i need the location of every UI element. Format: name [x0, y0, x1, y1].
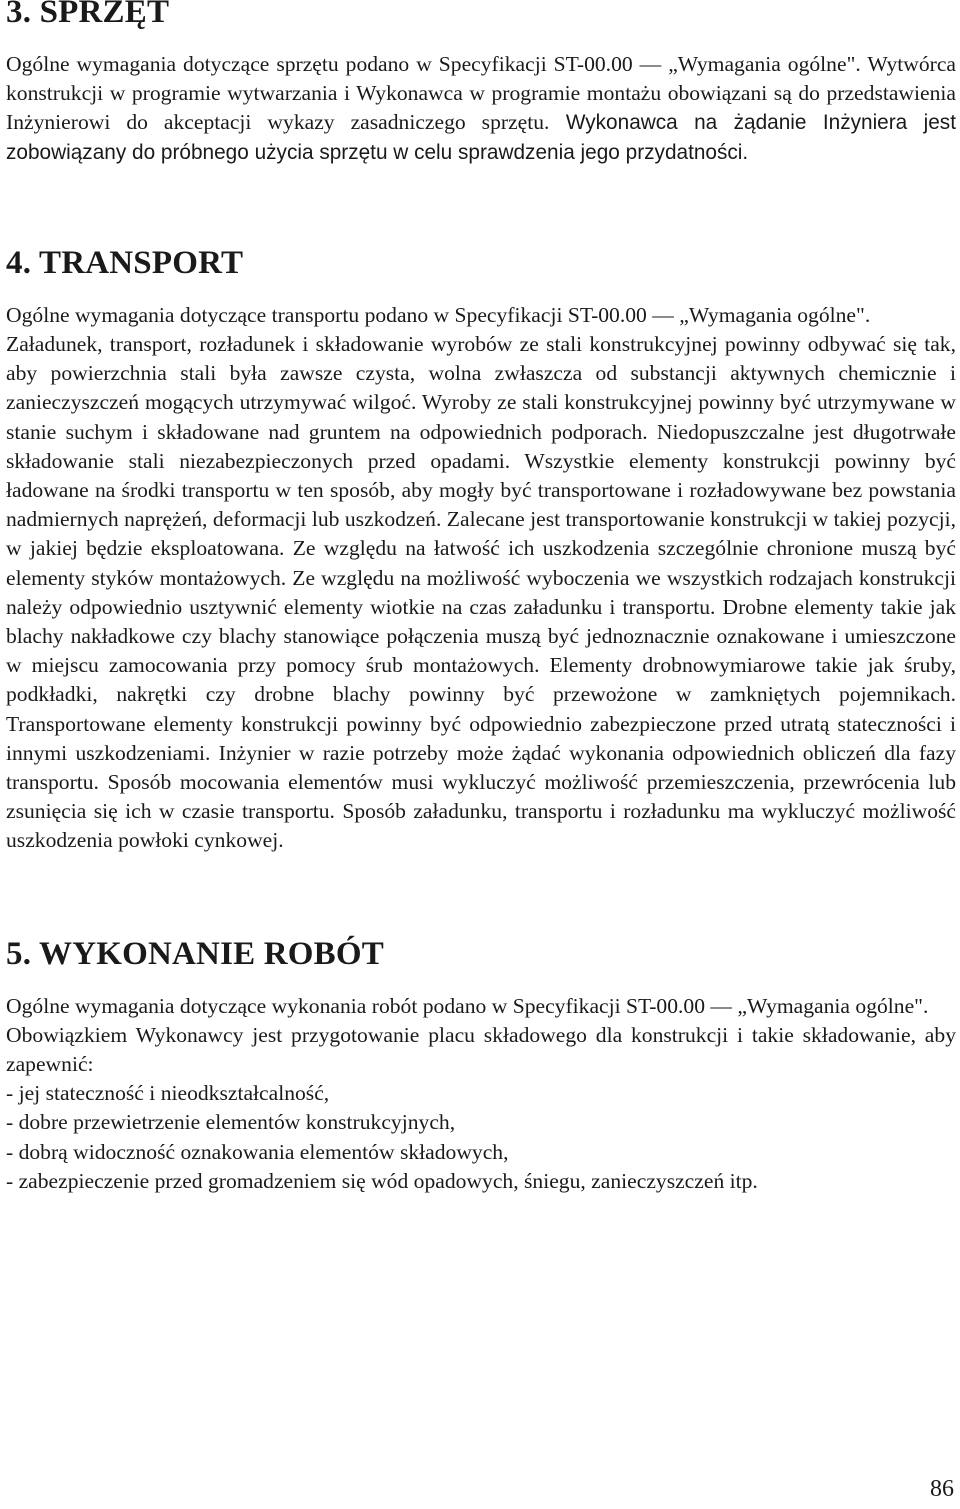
- paragraph-wykonanie-1: Ogólne wymagania dotyczące wykonania robót podano w Specyfikacji ST-00.00 — „Wymagania ogólne".: [6, 993, 929, 1018]
- page-number: 86: [930, 1476, 954, 1502]
- list-wykonanie: [6, 1079, 956, 1196]
- list-item: - dobrą widoczność oznakowania elementów składowych,: [6, 1139, 509, 1164]
- paragraph-transport-2: Załadunek, transport, rozładunek i składowanie wyrobów ze stali konstrukcyjnej powinny odbywać się tak, aby powierzchnia stali była zawsze czysta, wolna zwłaszcza od substancji aktywnych chemicznie i zanieczyszczeń mogących utrzymywać wilgoć. Wyroby ze stali konstrukcyjnej powinny być utrzymywane w stanie suchym i składowane nad gruntem na odpowiednich podporach. Niedopuszczalne jest długotrwałe składowanie stali niezabezpieczonych przed opadami. Wszystkie elementy konstrukcji powinny być ładowane na środki transportu w ten sposób, aby mogły być transportowane i rozładowywane bez powstania nadmiernych naprężeń, deformacji lub uszkodzeń. Zalecane jest transportowanie konstrukcji w takiej pozycji, w jakiej będzie eksploatowana. Ze względu na łatwość ich uszkodzenia szczególnie chronione muszą być elementy styków montażowych. Ze względu na możliwość wyboczenia we wszystkich rodzajach konstrukcji należy odpowiednio usztywnić elementy wiotkie na czas załadunku i transportu. Drobne elementy takie jak blachy nakładkowe czy blachy stanowiące połączenia muszą być jednoznacznie oznakowane i umieszczone w miejscu zamocowania przy pomocy śrub montażowych. Elementy drobnowymiarowe takie jak śruby, podkładki, nakrętki czy drobne blachy powinny być przewożone w zamkniętych pojemnikach. Transportowane elementy konstrukcji powinny być odpowiednio zabezpieczone przed utratą stateczności i innymi uszkodzeniami. Inżynier w razie potrzeby może żądać wykonania odpowiednich obliczeń dla fazy transportu. Sposób mocowania elementów musi wykluczyć możliwość przemieszczenia, przewrócenia lub zsunięcia się ich w czasie transportu. Sposób załadunku, transportu i rozładunku ma wykluczyć możliwość uszkodzenia powłoki cynkowej.: [6, 332, 956, 853]
- list-item: - dobre przewietrzenie elementów konstrukcyjnych,: [6, 1110, 456, 1135]
- document-page: [6, 0, 956, 1196]
- paragraph-sprzet: [6, 50, 956, 167]
- paragraph-sprzet-serif: Ogólne wymagania dotyczące sprzętu podano w Specyfikacji ST-00.00 — „Wymagania ogólne". Wytwórca konstrukcji w programie wytwarzania i Wykonawca w programie montażu obowiązani są do przedstawienia Inżynierowi do akceptacji wykazy zasadniczego sprzętu.: [6, 52, 956, 135]
- list-item: - jej stateczność i nieodkształcalność,: [6, 1081, 330, 1106]
- paragraph-sprzet-sans: Wykonawca na żądanie Inżyniera jest zobowiązany do próbnego użycia sprzętu w celu sprawdzenia jego przydatności.: [6, 111, 956, 164]
- paragraph-transport-1: Ogólne wymagania dotyczące transportu podano w Specyfikacji ST-00.00 — „Wymagania ogólne".: [6, 302, 871, 327]
- section-heading-transport: 4. TRANSPORT: [6, 244, 244, 281]
- section-heading-wykonanie: 5. WYKONANIE ROBÓT: [6, 935, 384, 972]
- section-heading-sprzet: 3. SPRZĘT: [6, 0, 170, 30]
- list-item: - zabezpieczenie przed gromadzeniem się wód opadowych, śniegu, zanieczyszczeń itp.: [6, 1168, 758, 1193]
- paragraph-wykonanie-2: Obowiązkiem Wykonawcy jest przygotowanie placu składowego dla konstrukcji i takie składowanie, aby zapewnić:: [6, 1022, 956, 1077]
